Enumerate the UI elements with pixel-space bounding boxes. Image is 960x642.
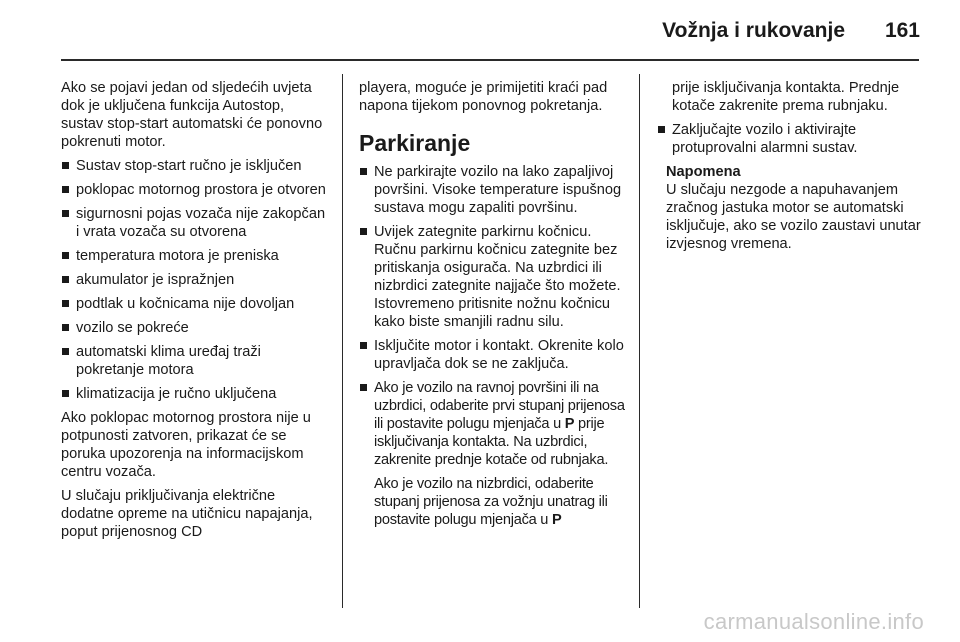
gear-p-label: P [551, 512, 562, 528]
list-item: sigurnosni pojas vozača nije zakopčan i vrata vozača su otvorena [61, 205, 327, 241]
note-title: Napomena [666, 164, 741, 180]
parking-list-continued [657, 121, 923, 157]
sub-paragraph [374, 475, 625, 529]
page-header [0, 0, 960, 60]
column-3 [657, 79, 923, 253]
list-item: Uvijek zategnite parkirnu kočnicu. Ručnu parkirnu kočnicu zategnite bez pritiskanja osigurača. Na uzbrdici ili nizbrdici zategnite najjače što možete. Istovremeno pritisnite nožnu kočnicu kako biste smanjili radnu silu. [359, 223, 625, 331]
parking-list [359, 163, 625, 529]
item-text: Ako je vozilo na nizbrdici, odaberite stupanj prijenosa za vožnju unatrag ili postavite polugu mjenjača u [374, 476, 608, 528]
continuation-paragraph: playera, moguće je primijetiti kraći pad napona tijekom ponovnog pokretanja. [359, 80, 608, 114]
restart-conditions-list [61, 157, 327, 403]
list-item: Zaključajte vozilo i aktivirajte protuprovalni alarmni sustav. [657, 121, 923, 157]
list-item: Sustav stop-start ručno je isključen [61, 157, 327, 175]
note-block [657, 163, 923, 253]
list-item: podtlak u kočnicama nije dovoljan [61, 295, 327, 313]
list-item: vozilo se pokreće [61, 319, 327, 337]
intro-paragraph: Ako se pojavi jedan od sljedećih uvjeta dok je uključena funkcija Autostop, sustav stop-start automatski će ponovno pokrenuti motor. [61, 80, 323, 150]
column-1 [61, 79, 327, 547]
list-item: klimatizacija je ručno uključena [61, 385, 327, 403]
continuation-paragraph: prije isključivanja kontakta. Prednje kotače zakrenite prema rubnjaku. [672, 80, 900, 114]
accessory-paragraph: U slučaju priključivanja električne dodatne opreme na utičnicu napajanja, poput prijenosnog CD [61, 488, 313, 540]
gear-p-label: P [564, 416, 575, 432]
note-text: U slučaju nezgode a napuhavanjem zračnog jastuka motor se automatski isključuje, ako se vozilo zaustavi unutar izvjesnog vremena. [666, 182, 921, 252]
list-item: akumulator je ispražnjen [61, 271, 327, 289]
page-title: Vožnja i rukovanje [662, 19, 845, 42]
section-title-parking: Parkiranje [359, 130, 471, 156]
page-number: 161 [884, 19, 920, 42]
list-item: poklopac motornog prostora je otvoren [61, 181, 327, 199]
item-text: Ako je vozilo na ravnoj površini ili na uzbrdici, odaberite prvi stupanj prijenosa ili postavite polugu mjenjača u [374, 380, 625, 432]
header-divider [61, 59, 919, 61]
list-item: Ne parkirajte vozilo na lako zapaljivoj površini. Visoke temperature ispušnog sustava mogu zapaliti površinu. [359, 163, 625, 217]
item-text: prije isključivanja kontakta. Na uzbrdici, zakrenite prednje kotače od rubnjaka. [374, 416, 609, 468]
watermark: carmanualsonline.info [703, 609, 924, 634]
list-item [359, 379, 625, 529]
column-divider-1 [342, 74, 343, 608]
list-item: Isključite motor i kontakt. Okrenite kolo upravljača dok se ne zaključa. [359, 337, 625, 373]
column-2 [359, 79, 625, 535]
list-item: temperatura motora je preniska [61, 247, 327, 265]
list-item: automatski klima uređaj traži pokretanje motora [61, 343, 327, 379]
hood-warning-paragraph: Ako poklopac motornog prostora nije u potpunosti zatvoren, prikazat će se poruka upozorenja na informacijskom centru vozača. [61, 410, 311, 480]
column-divider-2 [639, 74, 640, 608]
